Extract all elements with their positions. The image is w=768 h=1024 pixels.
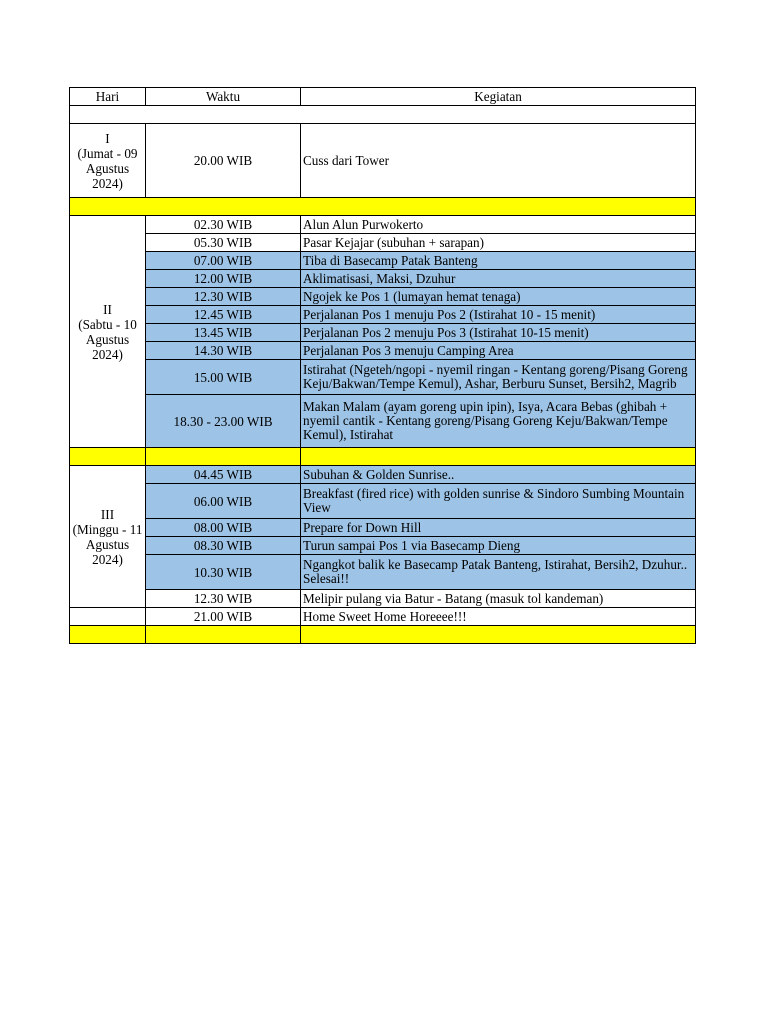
time-cell[interactable]: 18.30 - 23.00 WIB	[146, 395, 301, 448]
time-cell[interactable]: 02.30 WIB	[146, 216, 301, 234]
header-kegiatan[interactable]: Kegiatan	[301, 88, 696, 106]
time-cell[interactable]: 07.00 WIB	[146, 252, 301, 270]
activity-cell[interactable]: Melipir pulang via Batur - Batang (masuk tol kandeman)	[301, 590, 696, 608]
day-cell[interactable]: I (Jumat - 09 Agustus 2024)	[70, 124, 146, 198]
schedule-row	[70, 252, 696, 270]
time-cell[interactable]: 14.30 WIB	[146, 342, 301, 360]
activity-cell[interactable]: Perjalanan Pos 1 menuju Pos 2 (Istirahat 10 - 15 menit)	[301, 306, 696, 324]
activity-cell[interactable]: Ngojek ke Pos 1 (lumayan hemat tenaga)	[301, 288, 696, 306]
empty-row	[70, 106, 696, 124]
schedule-row	[70, 124, 696, 198]
itinerary-table	[69, 87, 696, 644]
schedule-row	[70, 360, 696, 395]
schedule-row	[70, 324, 696, 342]
separator-cell[interactable]	[146, 448, 301, 466]
time-cell[interactable]: 04.45 WIB	[146, 466, 301, 484]
schedule-row	[70, 484, 696, 519]
activity-cell[interactable]: Tiba di Basecamp Patak Banteng	[301, 252, 696, 270]
activity-cell[interactable]: Breakfast (fired rice) with golden sunrise & Sindoro Sumbing Mountain View	[301, 484, 696, 519]
separator-cell[interactable]	[70, 198, 696, 216]
time-cell[interactable]: 13.45 WIB	[146, 324, 301, 342]
day-cell[interactable]	[70, 608, 146, 626]
activity-cell[interactable]: Istirahat (Ngeteh/ngopi - nyemil ringan - Kentang goreng/Pisang Goreng Keju/Bakwan/Tempe Kemul), Ashar, Berburu Sunset, Bersih2, Magrib	[301, 360, 696, 395]
time-cell[interactable]: 12.00 WIB	[146, 270, 301, 288]
activity-cell[interactable]: Pasar Kejajar (subuhan + sarapan)	[301, 234, 696, 252]
time-cell[interactable]: 08.00 WIB	[146, 519, 301, 537]
schedule-row	[70, 466, 696, 484]
activity-cell[interactable]: Perjalanan Pos 3 menuju Camping Area	[301, 342, 696, 360]
activity-cell[interactable]: Aklimatisasi, Maksi, Dzuhur	[301, 270, 696, 288]
schedule-row	[70, 519, 696, 537]
time-cell[interactable]: 06.00 WIB	[146, 484, 301, 519]
schedule-row	[70, 270, 696, 288]
schedule-row	[70, 342, 696, 360]
schedule-row	[70, 216, 696, 234]
activity-cell[interactable]: Makan Malam (ayam goreng upin ipin), Isya, Acara Bebas (ghibah + nyemil cantik - Kentang goreng/Pisang Goreng Keju/Bakwan/Tempe Kemul), Istirahat	[301, 395, 696, 448]
separator-cell[interactable]	[70, 448, 146, 466]
activity-cell[interactable]: Home Sweet Home Horeeee!!!	[301, 608, 696, 626]
time-cell[interactable]: 10.30 WIB	[146, 555, 301, 590]
time-cell[interactable]: 12.45 WIB	[146, 306, 301, 324]
schedule-row	[70, 306, 696, 324]
activity-cell[interactable]: Prepare for Down Hill	[301, 519, 696, 537]
time-cell[interactable]: 21.00 WIB	[146, 608, 301, 626]
schedule-row	[70, 234, 696, 252]
final-row	[70, 608, 696, 626]
schedule-row	[70, 395, 696, 448]
time-cell[interactable]: 15.00 WIB	[146, 360, 301, 395]
separator-cell[interactable]	[301, 626, 696, 644]
activity-cell[interactable]: Cuss dari Tower	[301, 124, 696, 198]
activity-cell[interactable]: Perjalanan Pos 2 menuju Pos 3 (Istirahat 10-15 menit)	[301, 324, 696, 342]
separator-cell[interactable]	[70, 626, 146, 644]
activity-cell[interactable]: Turun sampai Pos 1 via Basecamp Dieng	[301, 537, 696, 555]
separator-row	[70, 626, 696, 644]
time-cell[interactable]: 08.30 WIB	[146, 537, 301, 555]
schedule-row	[70, 590, 696, 608]
header-hari[interactable]: Hari	[70, 88, 146, 106]
time-cell[interactable]: 12.30 WIB	[146, 288, 301, 306]
activity-cell[interactable]: Ngangkot balik ke Basecamp Patak Banteng, Istirahat, Bersih2, Dzuhur.. Selesai!!	[301, 555, 696, 590]
separator-row	[70, 448, 696, 466]
schedule-row	[70, 288, 696, 306]
time-cell[interactable]: 12.30 WIB	[146, 590, 301, 608]
activity-cell[interactable]: Alun Alun Purwokerto	[301, 216, 696, 234]
separator-cell[interactable]	[146, 626, 301, 644]
empty-cell[interactable]	[70, 106, 696, 124]
day-cell[interactable]: II (Sabtu - 10 Agustus 2024)	[70, 216, 146, 448]
separator-row	[70, 198, 696, 216]
schedule-row	[70, 555, 696, 590]
header-waktu[interactable]: Waktu	[146, 88, 301, 106]
header-row	[70, 88, 696, 106]
activity-cell[interactable]: Subuhan & Golden Sunrise..	[301, 466, 696, 484]
time-cell[interactable]: 05.30 WIB	[146, 234, 301, 252]
time-cell[interactable]: 20.00 WIB	[146, 124, 301, 198]
schedule-row	[70, 537, 696, 555]
day-cell[interactable]: III (Minggu - 11 Agustus 2024)	[70, 466, 146, 608]
separator-cell[interactable]	[301, 448, 696, 466]
